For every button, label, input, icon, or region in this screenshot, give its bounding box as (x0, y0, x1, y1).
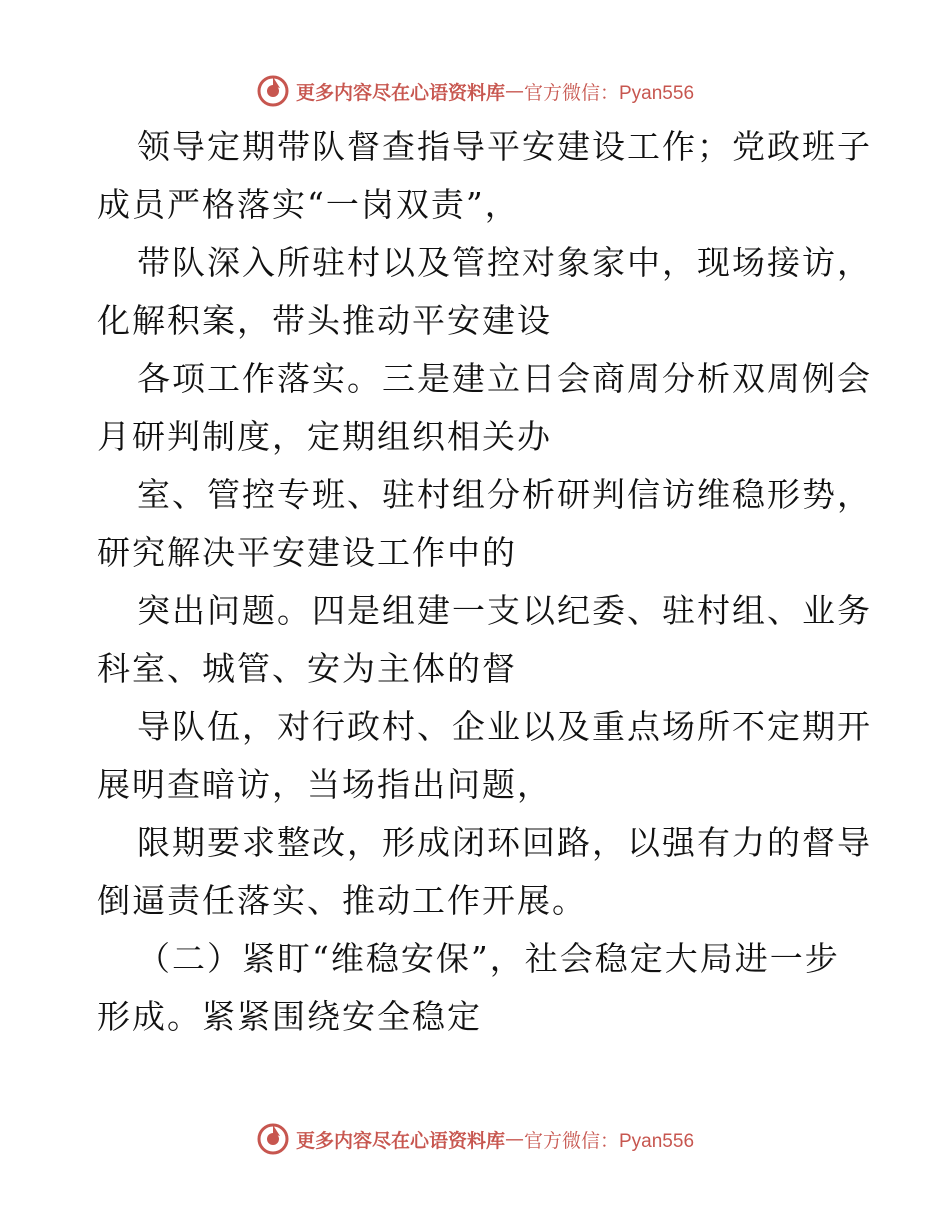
body-line: 导队伍，对行政村、企业以及重点场所不定期开 (137, 707, 872, 746)
watermark-footer (0, 1119, 950, 1159)
body-line: 倒逼责任落实、推动工作开展。 (97, 881, 587, 920)
body-line: 领导定期带队督查指导平安建设工作；党政班子 (137, 127, 872, 166)
watermark-suffix: 官方微信：Pyan556 (524, 82, 695, 104)
body-line: 室、管控专班、驻村组分析研判信访维稳形势， (137, 475, 872, 514)
body-line: 突出问题。四是组建一支以纪委、驻村组、业务 (137, 591, 872, 630)
body-line: 成员严格落实“一岗双责”， (97, 185, 520, 224)
body-line: 展明查暗访，当场指出问题， (97, 765, 552, 804)
body-line: 形成。紧紧围绕安全稳定 (97, 997, 482, 1036)
body-line: 化解积案，带头推动平安建设 (97, 301, 552, 340)
body-line: 科室、城管、安为主体的督 (97, 649, 517, 688)
watermark-separator: — (505, 80, 524, 102)
logo-icon (256, 1122, 290, 1156)
body-line: 带队深入所驻村以及管控对象家中，现场接访， (137, 243, 872, 282)
document-body (97, 118, 872, 1046)
body-line: 月研判制度，定期组织相关办 (97, 417, 552, 456)
body-line: 各项工作落实。三是建立日会商周分析双周例会 (137, 359, 872, 398)
logo-icon (256, 74, 290, 108)
watermark-suffix: 官方微信：Pyan556 (524, 1130, 695, 1152)
watermark-text: 更多内容尽在心语资料库 (295, 81, 505, 104)
watermark-separator: — (505, 1128, 524, 1150)
body-line: 研究解决平安建设工作中的 (97, 533, 517, 572)
watermark-header (0, 71, 950, 111)
section-heading-line: （二）紧盯“维稳安保”，社会稳定大局进一步 (137, 939, 840, 978)
body-line: 限期要求整改，形成闭环回路，以强有力的督导 (137, 823, 872, 862)
watermark-text: 更多内容尽在心语资料库 (295, 1129, 505, 1152)
